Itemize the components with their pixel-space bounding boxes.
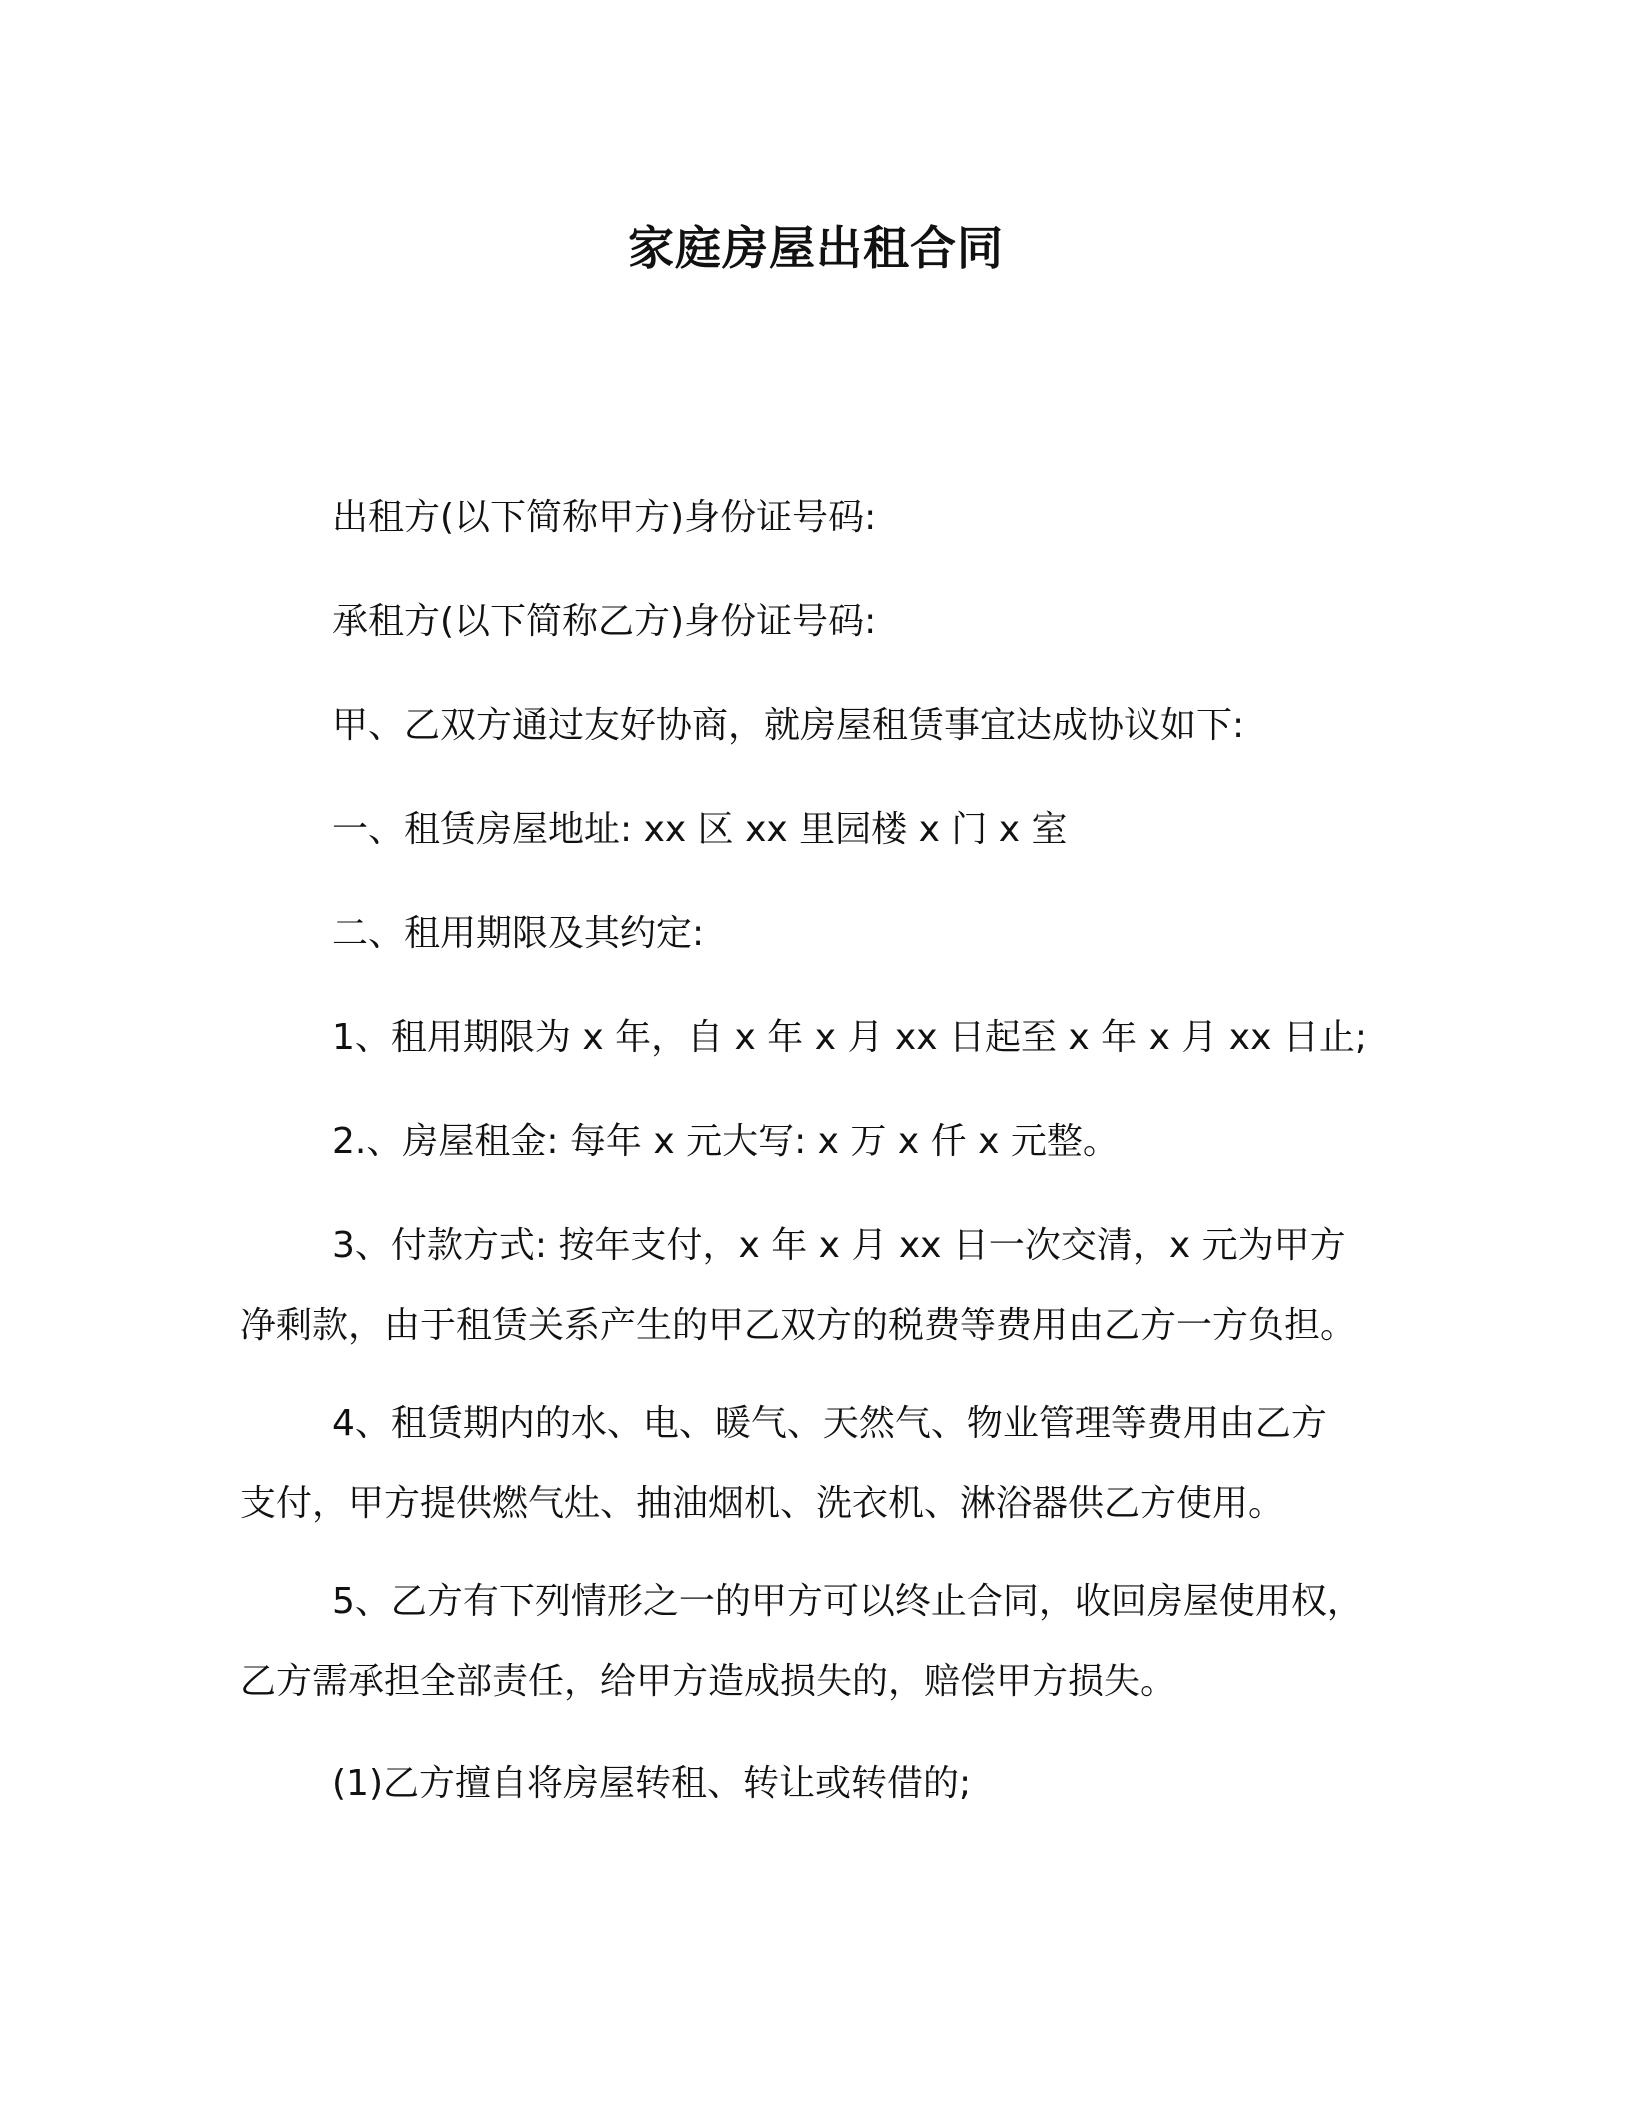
- clause-2: 2.、房屋租金: 每年 x 元大写: x 万 x 仟 x 元整。: [332, 1121, 1119, 1162]
- clause-5-line-2: 乙方需承担全部责任，给甲方造成损失的，赔偿甲方损失。: [240, 1661, 1177, 1702]
- clause-5-line-1: 5、乙方有下列情形之一的甲方可以终止合同，收回房屋使用权，: [332, 1581, 1363, 1622]
- section-1-address: 一、租赁房屋地址: xx 区 xx 里园楼 x 门 x 室: [332, 809, 1068, 850]
- lessor-id-line: 出租方(以下简称甲方)身份证号码:: [332, 497, 877, 538]
- clause-3-line-2: 净剩款，由于租赁关系产生的甲乙双方的税费等费用由乙方一方负担。: [240, 1305, 1357, 1346]
- clause-1: 1、租用期限为 x 年，自 x 年 x 月 xx 日起至 x 年 x 月 xx 日止;: [332, 1017, 1367, 1058]
- clause-4-line-1: 4、租赁期内的水、电、暖气、天然气、物业管理等费用由乙方: [332, 1403, 1327, 1444]
- clause-3-line-1: 3、付款方式: 按年支付，x 年 x 月 xx 日一次交清，x 元为甲方: [332, 1225, 1346, 1266]
- clause-4-line-2: 支付，甲方提供燃气灶、抽油烟机、洗衣机、淋浴器供乙方使用。: [240, 1483, 1285, 1524]
- lessee-id-line: 承租方(以下简称乙方)身份证号码:: [332, 601, 877, 642]
- intro-paragraph: 甲、乙双方通过友好协商，就房屋租赁事宜达成协议如下:: [332, 705, 1245, 746]
- document-title: 家庭房屋出租合同: [628, 221, 1004, 275]
- clause-5-item-1: (1)乙方擅自将房屋转租、转让或转借的;: [332, 1763, 972, 1804]
- section-2-heading: 二、租用期限及其约定:: [332, 913, 705, 954]
